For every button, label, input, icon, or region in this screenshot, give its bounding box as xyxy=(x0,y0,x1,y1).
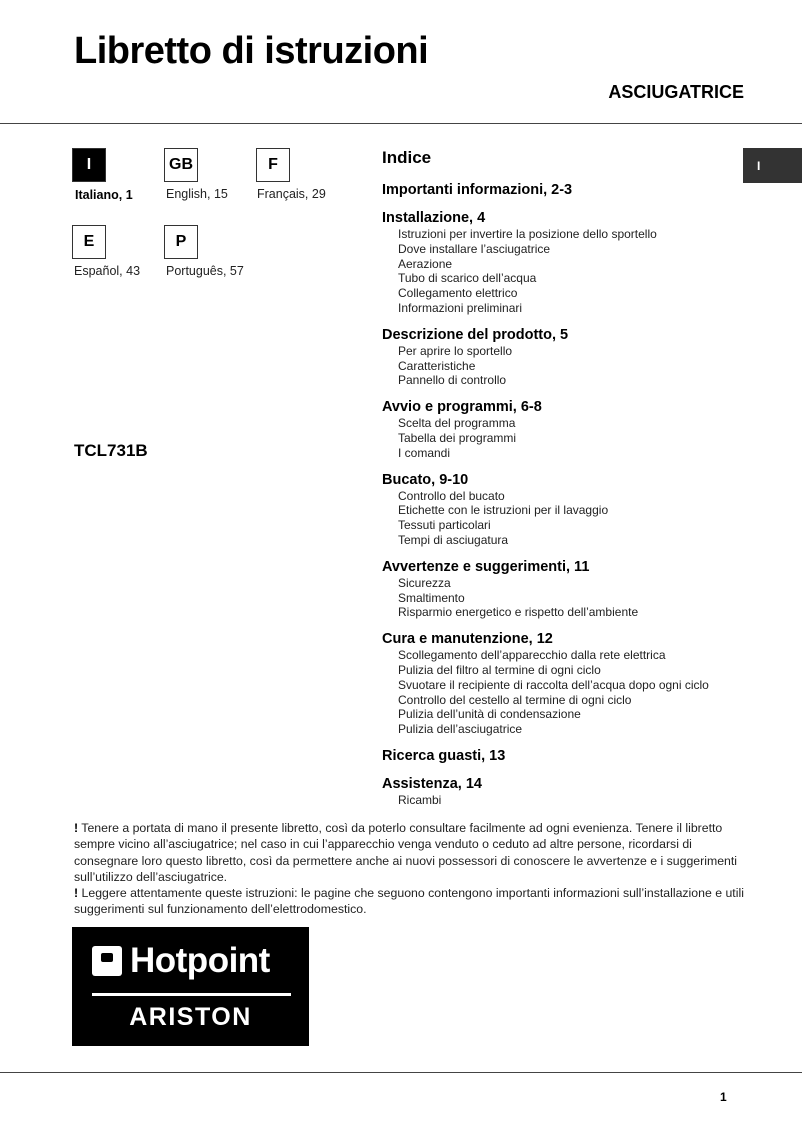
logo-text-hotpoint: Hotpoint xyxy=(130,941,270,980)
index-section-heading: Assistenza, 14 xyxy=(382,775,482,792)
note-text: Leggere attentamente queste istruzioni: le pagine che seguono contengono importanti informazioni sull’installazione e utili suggerimenti sul funzionamento dell’elettrodomestico. xyxy=(74,886,744,917)
language-label-fr: Français, 29 xyxy=(257,187,326,201)
index-section-heading: Importanti informazioni, 2-3 xyxy=(382,182,573,198)
index-item: Tabella dei programmi xyxy=(398,430,517,445)
index-item: Pulizia dell’unità di condensazione xyxy=(398,707,581,722)
note-2 xyxy=(74,885,754,918)
index-item: Ricambi xyxy=(398,792,442,807)
index-section-heading: Bucato, 9-10 xyxy=(382,471,469,488)
index-section-heading: Installazione, 4 xyxy=(382,210,486,226)
index-item: Tubo di scarico dell’acqua xyxy=(398,271,537,286)
language-label-es: Español, 43 xyxy=(74,264,141,278)
index-item: Tempi di asciugatura xyxy=(398,532,509,547)
language-label-gb: English, 15 xyxy=(166,187,228,201)
index-item: Controllo del bucato xyxy=(398,488,505,503)
index-item: Smaltimento xyxy=(398,590,465,605)
model-number: TCL731B xyxy=(74,441,148,460)
index-item: Istruzioni per invertire la posizione dello sportello xyxy=(398,227,657,241)
index-section xyxy=(382,558,782,620)
hotpoint-ariston-logo xyxy=(72,927,309,1046)
table-of-contents xyxy=(382,147,782,818)
note-1 xyxy=(74,820,754,885)
index-section xyxy=(382,181,782,199)
top-divider xyxy=(0,123,802,124)
language-box-gb: GB xyxy=(164,148,198,182)
index-section xyxy=(382,209,782,316)
index-item: Pulizia dell’asciugatrice xyxy=(398,722,523,737)
index-item: Tessuti particolari xyxy=(398,518,491,533)
index-item: Pulizia del filtro al termine di ogni ciclo xyxy=(398,662,601,677)
index-item: Scollegamento dell’apparecchio dalla rete elettrica xyxy=(398,648,666,663)
language-box-pt: P xyxy=(164,225,198,259)
index-section xyxy=(382,747,782,765)
index-section xyxy=(382,630,782,737)
index-section-heading: Cura e manutenzione, 12 xyxy=(382,631,553,648)
warning-mark: ! xyxy=(74,821,79,835)
index-item: Sicurezza xyxy=(398,575,451,590)
index-section xyxy=(382,775,782,808)
logo-hotpoint xyxy=(92,941,270,981)
logo-text-ariston: ARISTON xyxy=(129,1003,252,1031)
index-item: Per aprire lo sportello xyxy=(398,343,513,358)
index-section-heading: Ricerca guasti, 13 xyxy=(382,747,506,764)
index-section-heading: Avvertenze e suggerimenti, 11 xyxy=(382,558,590,575)
hotpoint-mark-icon xyxy=(92,946,122,976)
language-label-pt: Português, 57 xyxy=(166,264,244,278)
index-title: Indice xyxy=(382,148,432,167)
language-box-it: I xyxy=(72,148,106,182)
language-side-tab: I xyxy=(743,148,802,183)
index-item: Controllo del cestello al termine di ogni ciclo xyxy=(398,692,632,707)
index-item: Collegamento elettrico xyxy=(398,286,518,301)
language-box-es: E xyxy=(72,225,106,259)
bottom-divider xyxy=(0,1072,802,1073)
notes xyxy=(74,820,754,918)
index-item: Svuotare il recipiente di raccolta dell’acqua dopo ogni ciclo xyxy=(398,677,709,692)
index-section xyxy=(382,326,782,388)
language-label-it: Italiano, 1 xyxy=(75,188,133,202)
index-section-heading: Avvio e programmi, 6-8 xyxy=(382,399,542,416)
index-item: Aerazione xyxy=(398,256,453,271)
index-item: Risparmio energetico e rispetto dell’ambiente xyxy=(398,605,639,620)
document-title: Libretto di istruzioni xyxy=(74,30,429,72)
page-number: 1 xyxy=(720,1090,727,1104)
index-item: Informazioni preliminari xyxy=(398,300,523,315)
warning-mark: ! xyxy=(74,886,79,901)
index-item: Pannello di controllo xyxy=(398,373,507,388)
index-section xyxy=(382,471,782,548)
product-type: ASCIUGATRICE xyxy=(608,82,744,102)
note-text: Tenere a portata di mano il presente libretto, così da poterlo consultare facilmente ad ogni evenienza. Tenere il libretto sempre vicino all’asciugatrice; nel caso in cui l’apparecchio venga venduto o ceduto ad altre persone, ricordarsi di consegnare loro questo libretto, così da permettere anche ai nuovi possessori di conoscere le avvertenze e i suggerimenti sull’utilizzo dell’asciugatrice. xyxy=(74,821,738,884)
index-item: Scelta del programma xyxy=(398,416,516,431)
index-item: Etichette con le istruzioni per il lavaggio xyxy=(398,503,609,518)
index-section-heading: Descrizione del prodotto, 5 xyxy=(382,326,569,343)
index-item: I comandi xyxy=(398,445,451,460)
index-item: Caratteristiche xyxy=(398,358,476,373)
language-box-fr: F xyxy=(256,148,290,182)
index-section xyxy=(382,398,782,460)
index-item: Dove installare l’asciugatrice xyxy=(398,241,551,256)
logo-bar xyxy=(92,993,291,996)
